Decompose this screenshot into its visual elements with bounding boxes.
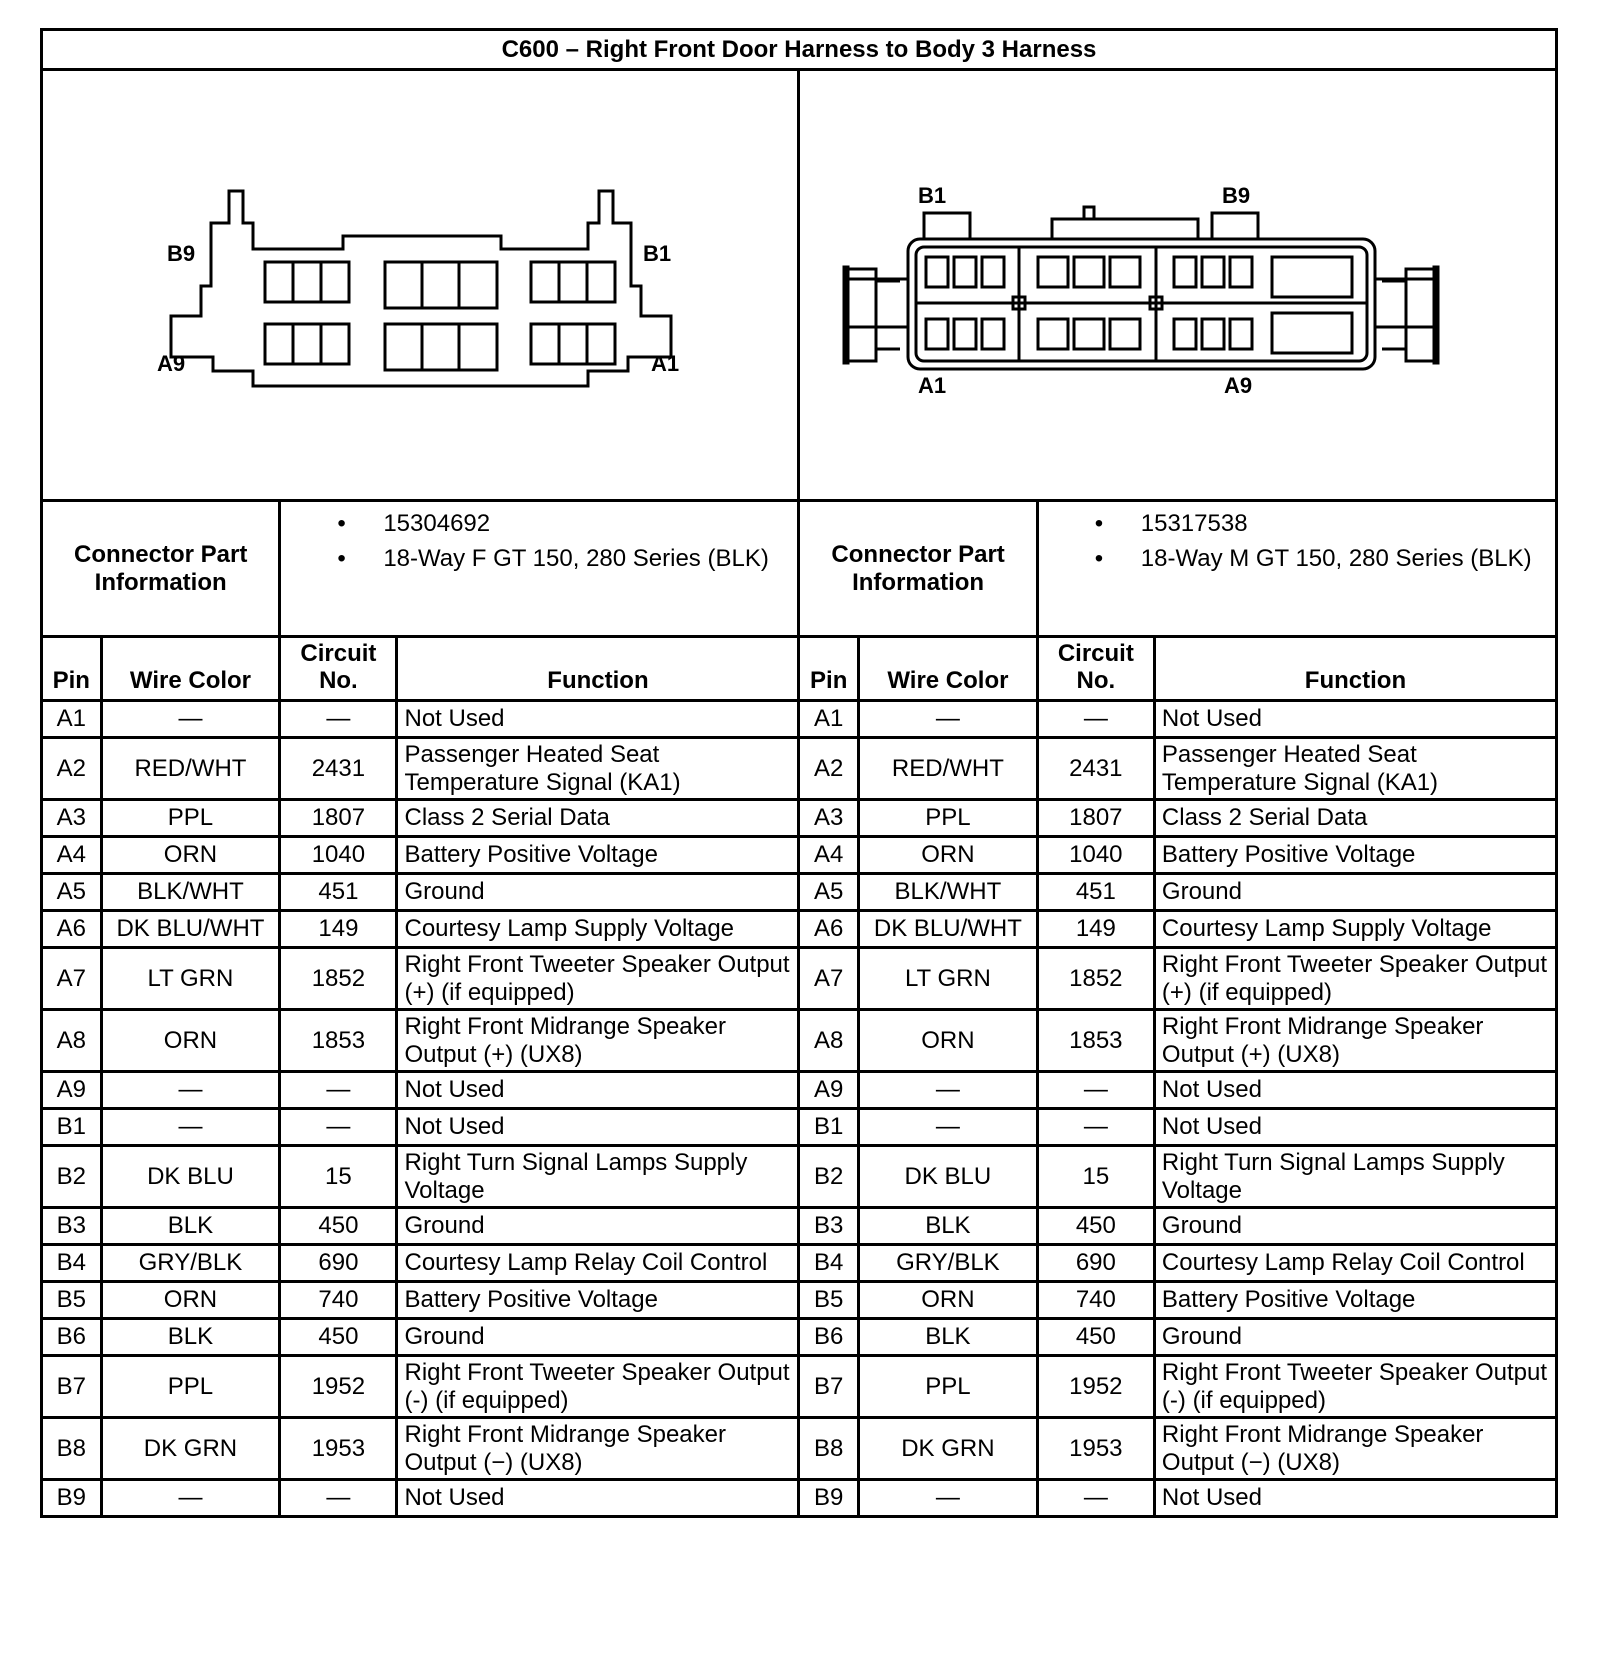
circuit-cell: 1807 [1037,800,1154,837]
table-row [42,1480,1557,1517]
function-cell: Not Used [1154,701,1556,738]
wire-color-cell: PPL [101,800,280,837]
pin-cell: B7 [799,1356,859,1418]
wire-color-cell: ORN [859,1010,1038,1072]
label-bottom-left: A9 [157,351,186,376]
column-header-row [42,637,1557,701]
header-pin: Pin [42,637,102,701]
circuit-cell: 1952 [1037,1356,1154,1418]
function-cell: Battery Positive Voltage [397,1282,799,1319]
pin-cell: B6 [42,1319,102,1356]
function-cell: Ground [397,1208,799,1245]
left-connector-diagram [42,70,799,501]
wire-color-cell: BLK [859,1319,1038,1356]
table-row [42,1072,1557,1109]
wire-color-cell: — [101,1072,280,1109]
wire-color-cell: ORN [101,1010,280,1072]
function-cell: Class 2 Serial Data [397,800,799,837]
circuit-cell: 1040 [280,837,397,874]
left-connector-label: Connector Part Information [42,501,280,637]
circuit-cell: — [1037,1480,1154,1517]
pin-cell: A4 [42,837,102,874]
pin-cell: A7 [42,948,102,1010]
table-row [42,738,1557,800]
pin-cell: A9 [799,1072,859,1109]
wire-color-cell: ORN [101,1282,280,1319]
table-row [42,701,1557,738]
label-top-left: B1 [918,183,947,208]
wire-color-cell: RED/WHT [859,738,1038,800]
pin-cell: B2 [42,1146,102,1208]
function-cell: Courtesy Lamp Supply Voltage [1154,911,1556,948]
wire-color-cell: ORN [101,837,280,874]
function-cell: Ground [1154,1208,1556,1245]
wire-color-cell: DK GRN [101,1418,280,1480]
circuit-cell: 740 [280,1282,397,1319]
function-cell: Not Used [1154,1480,1556,1517]
circuit-cell: 1853 [1037,1010,1154,1072]
function-cell: Courtesy Lamp Relay Coil Control [1154,1245,1556,1282]
wire-color-cell: LT GRN [101,948,280,1010]
circuit-cell: 690 [1037,1245,1154,1282]
wire-color-cell: BLK [101,1208,280,1245]
pinout-sheet [40,28,1558,1518]
function-cell: Not Used [397,1072,799,1109]
wire-color-cell: ORN [859,837,1038,874]
table-row [42,1146,1557,1208]
wire-color-cell: — [859,1480,1038,1517]
circuit-cell: 15 [280,1146,397,1208]
right-connector-label: Connector Part Information [799,501,1037,637]
circuit-cell: 15 [1037,1146,1154,1208]
table-row [42,1208,1557,1245]
header-wire-color: Wire Color [859,637,1038,701]
wire-color-cell: — [101,1109,280,1146]
table-row [42,948,1557,1010]
pin-cell: B6 [799,1319,859,1356]
circuit-cell: 1852 [1037,948,1154,1010]
table-row [42,874,1557,911]
circuit-cell: 1040 [1037,837,1154,874]
wire-color-cell: DK BLU/WHT [859,911,1038,948]
table-row [42,1356,1557,1418]
circuit-cell: 2431 [1037,738,1154,800]
function-cell: Battery Positive Voltage [1154,837,1556,874]
function-cell: Ground [397,874,799,911]
circuit-cell: 740 [1037,1282,1154,1319]
right-connector-diagram [799,70,1557,501]
pin-cell: B4 [799,1245,859,1282]
left-connector-info [280,501,799,637]
wire-color-cell: DK GRN [859,1418,1038,1480]
wire-color-cell: — [101,701,280,738]
pin-cell: A1 [42,701,102,738]
wire-color-cell: GRY/BLK [859,1245,1038,1282]
pin-cell: B3 [42,1208,102,1245]
pin-cell: A7 [799,948,859,1010]
function-cell: Right Turn Signal Lamps Supply Voltage [397,1146,799,1208]
pin-cell: B5 [799,1282,859,1319]
circuit-cell: 149 [280,911,397,948]
label-bottom-right: A9 [1224,373,1253,398]
female-connector-drawing [43,71,793,499]
pin-cell: B3 [799,1208,859,1245]
circuit-cell: 149 [1037,911,1154,948]
pin-cell: B8 [42,1418,102,1480]
pin-cell: B1 [799,1109,859,1146]
table-row [42,1418,1557,1480]
pin-cell: B5 [42,1282,102,1319]
circuit-cell: 450 [280,1208,397,1245]
circuit-cell: — [280,701,397,738]
function-cell: Right Front Midrange Speaker Output (+) (UX8) [397,1010,799,1072]
circuit-cell: 1953 [1037,1418,1154,1480]
pin-cell: A5 [799,874,859,911]
circuit-cell: 1953 [280,1418,397,1480]
table-row [42,1319,1557,1356]
connector-info-item: • 18-Way M GT 150, 280 Series (BLK) [1094,544,1532,572]
wire-color-cell: ORN [859,1282,1038,1319]
wire-color-cell: BLK [859,1208,1038,1245]
circuit-cell: 2431 [280,738,397,800]
male-connector-drawing [800,71,1550,499]
pin-cell: B7 [42,1356,102,1418]
pin-cell: A9 [42,1072,102,1109]
pin-cell: A1 [799,701,859,738]
function-cell: Right Turn Signal Lamps Supply Voltage [1154,1146,1556,1208]
pinout-table [40,28,1558,1518]
pin-cell: A6 [42,911,102,948]
pin-cell: A2 [799,738,859,800]
wire-color-cell: DK BLU [101,1146,280,1208]
table-row [42,1109,1557,1146]
wire-color-cell: — [859,1109,1038,1146]
label-top-right: B1 [643,241,672,266]
header-circuit: Circuit No. [1037,637,1154,701]
wire-color-cell: — [859,701,1038,738]
pin-cell: A6 [799,911,859,948]
pin-cell: A8 [42,1010,102,1072]
function-cell: Right Front Midrange Speaker Output (−) (UX8) [397,1418,799,1480]
header-function: Function [1154,637,1556,701]
wire-color-cell: — [859,1072,1038,1109]
function-cell: Ground [1154,874,1556,911]
header-circuit: Circuit No. [280,637,397,701]
page-title: C600 – Right Front Door Harness to Body 3 Harness [42,30,1557,70]
circuit-cell: 451 [280,874,397,911]
pin-cell: A4 [799,837,859,874]
label-top-right: B9 [1222,183,1251,208]
pin-cell: A2 [42,738,102,800]
function-cell: Ground [1154,1319,1556,1356]
wire-color-cell: PPL [859,800,1038,837]
circuit-cell: — [1037,1072,1154,1109]
function-cell: Right Front Midrange Speaker Output (−) (UX8) [1154,1418,1556,1480]
circuit-cell: 1853 [280,1010,397,1072]
table-row [42,1282,1557,1319]
label-bottom-left: A1 [918,373,947,398]
circuit-cell: — [280,1109,397,1146]
circuit-cell: 690 [280,1245,397,1282]
function-cell: Not Used [1154,1072,1556,1109]
circuit-cell: 1952 [280,1356,397,1418]
function-cell: Not Used [397,701,799,738]
function-cell: Class 2 Serial Data [1154,800,1556,837]
table-row [42,837,1557,874]
wire-color-cell: BLK/WHT [859,874,1038,911]
wire-color-cell: RED/WHT [101,738,280,800]
circuit-cell: — [280,1072,397,1109]
pin-cell: B9 [799,1480,859,1517]
wire-color-cell: DK BLU/WHT [101,911,280,948]
pin-cell: B1 [42,1109,102,1146]
function-cell: Not Used [397,1480,799,1517]
function-cell: Battery Positive Voltage [1154,1282,1556,1319]
wire-color-cell: — [101,1480,280,1517]
function-cell: Right Front Tweeter Speaker Output (-) (if equipped) [397,1356,799,1418]
wire-color-cell: LT GRN [859,948,1038,1010]
table-row [42,1010,1557,1072]
wire-color-cell: BLK/WHT [101,874,280,911]
function-cell: Courtesy Lamp Supply Voltage [397,911,799,948]
right-connector-info [1037,501,1556,637]
wire-color-cell: PPL [859,1356,1038,1418]
label-bottom-right: A1 [651,351,680,376]
circuit-cell: 450 [1037,1319,1154,1356]
function-cell: Right Front Midrange Speaker Output (+) (UX8) [1154,1010,1556,1072]
circuit-cell: 450 [280,1319,397,1356]
table-row [42,911,1557,948]
pin-cell: A5 [42,874,102,911]
wire-color-cell: PPL [101,1356,280,1418]
connector-info-item: • 18-Way F GT 150, 280 Series (BLK) [337,544,769,572]
wire-color-cell: BLK [101,1319,280,1356]
circuit-cell: — [280,1480,397,1517]
function-cell: Courtesy Lamp Relay Coil Control [397,1245,799,1282]
circuit-cell: 1852 [280,948,397,1010]
circuit-cell: 451 [1037,874,1154,911]
pin-cell: B9 [42,1480,102,1517]
function-cell: Not Used [397,1109,799,1146]
pin-cell: B8 [799,1418,859,1480]
table-row [42,1245,1557,1282]
connector-info-item: • 15304692 [337,510,491,537]
pin-cell: B2 [799,1146,859,1208]
circuit-cell: 450 [1037,1208,1154,1245]
circuit-cell: 1807 [280,800,397,837]
header-pin: Pin [799,637,859,701]
function-cell: Passenger Heated Seat Temperature Signal (KA1) [397,738,799,800]
wire-color-cell: GRY/BLK [101,1245,280,1282]
circuit-cell: — [1037,701,1154,738]
label-top-left: B9 [167,241,196,266]
pin-cell: A8 [799,1010,859,1072]
connector-info-item: • 15317538 [1094,510,1248,537]
function-cell: Right Front Tweeter Speaker Output (+) (if equipped) [1154,948,1556,1010]
wire-color-cell: DK BLU [859,1146,1038,1208]
header-wire-color: Wire Color [101,637,280,701]
function-cell: Battery Positive Voltage [397,837,799,874]
function-cell: Ground [397,1319,799,1356]
function-cell: Right Front Tweeter Speaker Output (+) (if equipped) [397,948,799,1010]
function-cell: Not Used [1154,1109,1556,1146]
pin-cell: A3 [799,800,859,837]
function-cell: Passenger Heated Seat Temperature Signal (KA1) [1154,738,1556,800]
table-row [42,800,1557,837]
circuit-cell: — [1037,1109,1154,1146]
pin-cell: B4 [42,1245,102,1282]
pin-cell: A3 [42,800,102,837]
function-cell: Right Front Tweeter Speaker Output (-) (if equipped) [1154,1356,1556,1418]
header-function: Function [397,637,799,701]
